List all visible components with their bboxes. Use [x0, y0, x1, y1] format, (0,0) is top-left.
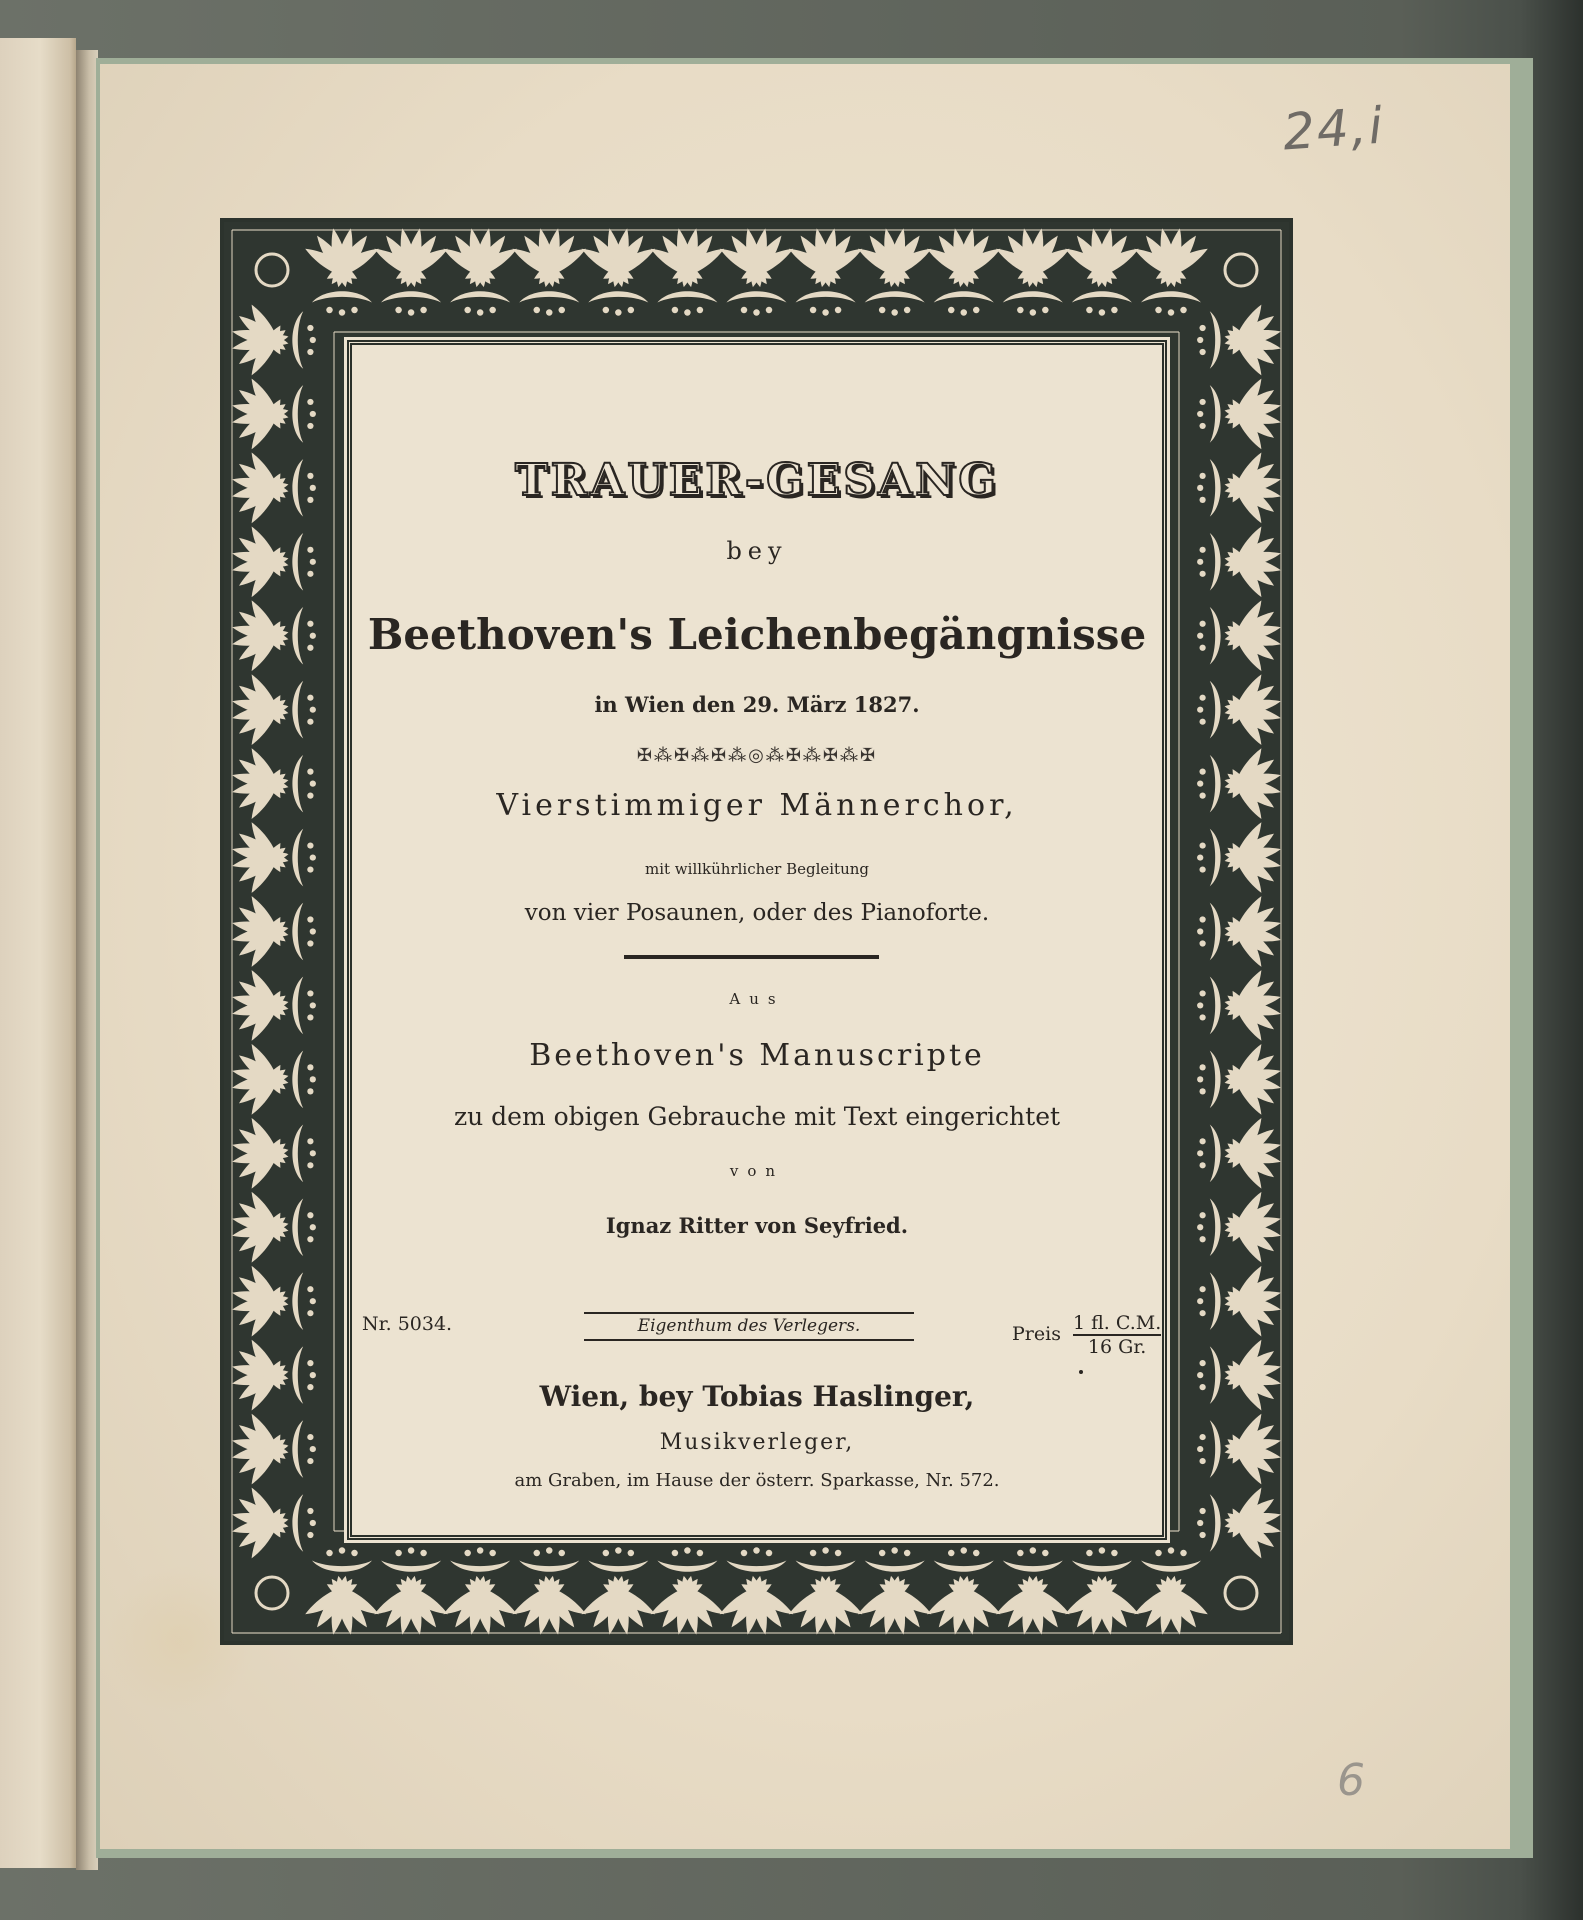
palmette-motif	[509, 227, 589, 316]
palmette-motif	[440, 1547, 520, 1636]
corner-rosette	[1225, 254, 1257, 286]
book-gutter	[76, 50, 98, 1870]
pencil-annotation-bottom: 6	[1337, 1755, 1365, 1806]
left-page-edge	[0, 38, 76, 1868]
palmette-motif	[440, 227, 520, 316]
palmette-motif	[231, 745, 316, 822]
price-block	[1012, 1312, 1161, 1358]
palmette-motif	[1197, 1263, 1282, 1340]
corner-rosette	[256, 254, 288, 286]
palmette-motif	[231, 1115, 316, 1192]
palmette-motif	[647, 1547, 727, 1636]
palmette-motif	[231, 893, 316, 970]
price-fraction	[1073, 1312, 1161, 1358]
palmette-motif	[1197, 1411, 1282, 1488]
palmette-motif	[1197, 1337, 1282, 1414]
palmette-motif	[1197, 1041, 1282, 1118]
pencil-annotation-top: 24,i	[1281, 96, 1387, 162]
palmette-motif	[1197, 745, 1282, 822]
palmette-motif	[231, 1485, 316, 1562]
palmette-motif	[924, 227, 1004, 316]
price-groschen: 16 Gr.	[1087, 1336, 1147, 1358]
palmette-motif	[716, 227, 796, 316]
ornamental-divider: ✠⁂✠⁂✠⁂◎⁂✠⁂✠⁂✠	[636, 745, 878, 766]
palmette-motif	[231, 302, 316, 379]
corner-rosette	[1225, 1577, 1257, 1609]
palmette-motif	[231, 1411, 316, 1488]
palmette-motif	[1197, 819, 1282, 896]
date-line: in Wien den 29. März 1827.	[594, 692, 920, 717]
palmette-motif	[1062, 1547, 1142, 1636]
accompaniment-line-1: mit willkührlicher Begleitung	[644, 860, 870, 878]
palmette-motif	[1197, 597, 1282, 674]
palmette-motif	[1197, 967, 1282, 1044]
palmette-motif	[231, 671, 316, 748]
main-title: Beethoven's Leichenbegängnisse	[367, 610, 1147, 659]
palmette-motif	[924, 1547, 1004, 1636]
palmette-motif	[371, 227, 451, 316]
palmette-motif	[231, 819, 316, 896]
work-title: TRAUER-GESANG	[514, 455, 999, 506]
palmette-motif	[231, 523, 316, 600]
ink-dot	[1079, 1370, 1083, 1374]
corner-rosette	[256, 1577, 288, 1609]
von-line: von	[729, 1162, 785, 1180]
palmette-motif	[1197, 449, 1282, 526]
palmette-motif	[231, 449, 316, 526]
palmette-motif	[1131, 227, 1211, 316]
publisher-role: Musikverleger,	[659, 1430, 855, 1455]
palmette-motif	[1197, 671, 1282, 748]
title-panel	[347, 340, 1167, 1540]
palmette-motif	[1197, 302, 1282, 379]
palmette-motif	[1062, 227, 1142, 316]
arranger-name: Ignaz Ritter von Seyfried.	[605, 1213, 909, 1238]
palmette-motif	[231, 967, 316, 1044]
palmette-motif	[647, 227, 727, 316]
publisher-address: am Graben, im Hause der österr. Sparkasse, Nr. 572.	[514, 1470, 1000, 1491]
palmette-motif	[785, 1547, 865, 1636]
plate-number: Nr. 5034.	[362, 1313, 453, 1335]
bey-line: bey	[726, 537, 788, 565]
palmette-motif	[231, 1189, 316, 1266]
voices-line: Vierstimmiger Männerchor,	[496, 788, 1018, 823]
ownership-notice: Eigenthum des Verlegers.	[584, 1312, 914, 1341]
palmette-motif	[578, 227, 658, 316]
price-florin: 1 fl. C.M.	[1073, 1312, 1162, 1334]
palmette-motif	[716, 1547, 796, 1636]
palmette-motif	[302, 1547, 382, 1636]
palmette-motif	[231, 597, 316, 674]
palmette-motif	[1131, 1547, 1211, 1636]
palmette-motif	[509, 1547, 589, 1636]
palmette-motif	[231, 375, 316, 452]
palmette-motif	[855, 227, 935, 316]
palmette-motif	[993, 1547, 1073, 1636]
source-line: Beethoven's Manuscripte	[529, 1038, 985, 1073]
palmette-motif	[1197, 523, 1282, 600]
palmette-motif	[371, 1547, 451, 1636]
palmette-motif	[302, 227, 382, 316]
palmette-motif	[1197, 893, 1282, 970]
palmette-motif	[231, 1337, 316, 1414]
palmette-motif	[1197, 1115, 1282, 1192]
palmette-motif	[1197, 1485, 1282, 1562]
palmette-motif	[855, 1547, 935, 1636]
palmette-motif	[231, 1041, 316, 1118]
palmette-motif	[785, 227, 865, 316]
palmette-motif	[578, 1547, 658, 1636]
arranged-line: zu dem obigen Gebrauche mit Text eingerichtet	[453, 1102, 1061, 1131]
palmette-motif	[1197, 1189, 1282, 1266]
accompaniment-line-2: von vier Posaunen, oder des Pianoforte.	[524, 900, 990, 926]
palmette-motif	[231, 1263, 316, 1340]
palmette-motif	[1197, 375, 1282, 452]
price-label: Preis	[1012, 1323, 1061, 1345]
palmette-motif	[993, 227, 1073, 316]
aus-line: Aus	[729, 990, 785, 1008]
horizontal-rule	[624, 955, 879, 959]
publisher-line: Wien, bey Tobias Haslinger,	[539, 1380, 975, 1413]
